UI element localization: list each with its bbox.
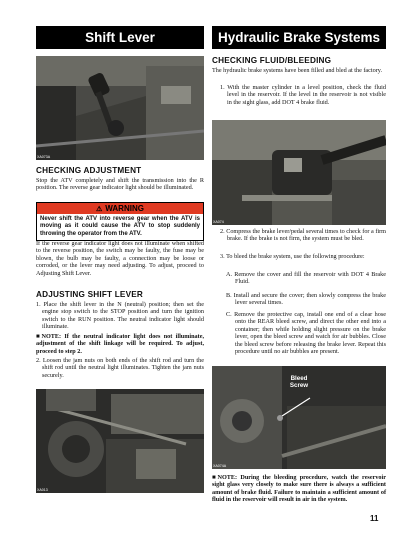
checking-adjustment-heading: CHECKING ADJUSTMENT	[36, 166, 142, 175]
photo-code: XA074A	[213, 464, 227, 468]
adjusting-shift-lever-heading: ADJUSTING SHIFT LEVER	[36, 290, 144, 299]
brake-intro: The hydraulic brake systems have been filled and bled at the factory.	[212, 67, 383, 74]
shift-rod-photo	[36, 389, 204, 493]
bleed-step-b: B. Install and secure the cover; then slowly compress the brake lever several times.	[226, 292, 386, 307]
adjust-step-2: 2. Loosen the jam nuts on both ends of the shift rod and turn the shift rod until the neutral light illuminates. Tighten the jam nuts securely.	[36, 357, 204, 379]
warning-header	[37, 203, 203, 214]
shift-lever-photo	[36, 56, 204, 160]
page-number: 11	[370, 514, 379, 523]
adjust-step-1: 1. Place the shift lever in the N (neutral) position; then set the engine stop switch to the STOP position and turn the ignition switch to the RUN position. The neutral indicator light should illuminate.	[36, 301, 204, 331]
warning-triangle-icon: ⚠	[96, 206, 103, 213]
master-cylinder-image	[212, 120, 386, 225]
bleed-label-line1: Bleed	[290, 375, 308, 382]
photo-code: XA073A	[37, 155, 51, 159]
bleeding-note: ■NOTE: During the bleeding procedure, watch the reservoir sight glass very closely to make sure there is always a sufficient amount of brake fluid. Failure to maintain a sufficient amount of fluid in the reservoir will result in air in the system.	[212, 474, 386, 504]
bleed-label-line2: Screw	[289, 382, 309, 389]
master-cylinder-photo	[212, 120, 386, 225]
checking-fluid-heading: CHECKING FLUID/BLEEDING	[212, 56, 332, 65]
right-section-header: Hydraulic Brake Systems	[212, 26, 386, 49]
bleed-step-a: A. Remove the cover and fill the reservoir with DOT 4 Brake Fluid.	[226, 271, 386, 286]
photo-code: XA013	[37, 488, 48, 492]
brake-step-1: 1. With the master cylinder in a level position, check the fluid level in the reservoir. If the level in the reservoir is not visible in the sight glass, add DOT 4 brake fluid.	[220, 84, 386, 106]
brake-step-2: 2. Compress the brake lever/pedal several times to check for a firm brake. If the brake is not firm, the system must be bled.	[220, 228, 386, 243]
warning-text: Never shift the ATV into reverse gear when the ATV is moving as it could cause the ATV to stop suddenly throwing the operator from the ATV.	[40, 216, 200, 237]
left-section-header: Shift Lever	[36, 26, 204, 49]
checking-adjustment-text: Stop the ATV completely and shift the transmission into the R position. The reverse gear indicator light should be illuminated.	[36, 177, 204, 192]
brake-step-3: 3. To bleed the brake system, use the following procedure:	[220, 253, 365, 260]
shift-rod-image	[36, 389, 204, 493]
photo-code: XA074	[213, 220, 224, 224]
neutral-note: ■NOTE: If the neutral indicator light does not illuminate, adjustment of the shift linkage will be required. To adjust, proceed to step 2.	[36, 333, 204, 355]
warning-title: WARNING	[105, 204, 144, 213]
reverse-light-text: If the reverse gear indicator light does not illuminate when shifted to the reverse position, the switch may be faulty, the fuse may be blown, the bulb may be faulty, a connection may be loose or corroded, or the lever may need adjusting. To adjust, proceed to Adjusting Shift Lever.	[36, 240, 204, 277]
bleed-step-c: C. Remove the protective cap, install one end of a clear hose onto the REAR bleed screw, and direct the other end into a container; then while holding slight pressure on the brake lever, open the bleed screw and watch for air bubbles. Close the bleed screw before releasing the brake lever. Repeat this procedure until no air bubbles are present.	[226, 311, 386, 356]
bleed-screw-label	[282, 375, 316, 389]
bleed-screw-photo	[212, 366, 386, 469]
shift-lever-image	[36, 56, 204, 160]
warning-box	[36, 202, 204, 241]
